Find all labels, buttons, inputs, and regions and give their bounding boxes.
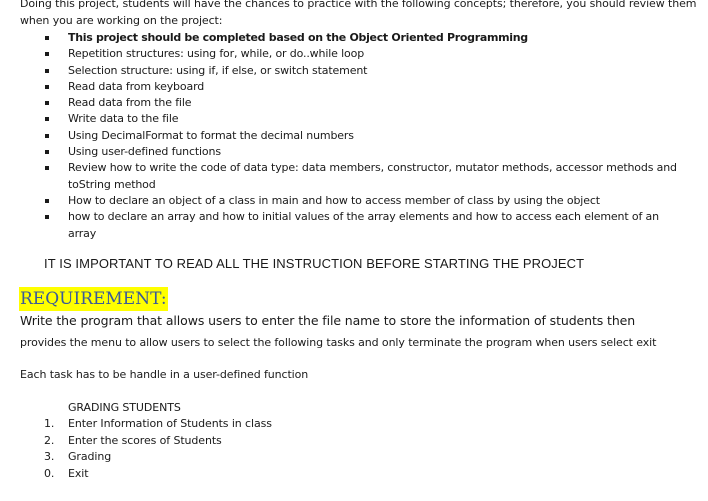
concept-item [0, 63, 708, 79]
menu-item-label: Exit [68, 466, 89, 480]
concept-item [0, 193, 708, 209]
concept-text: how to declare an array and how to initial values of the array elements and how to access each element of an array [68, 210, 659, 240]
requirement-heading: REQUIREMENT: [20, 289, 167, 309]
bullet-square-icon [45, 134, 49, 138]
menu-item [0, 449, 272, 466]
menu-list [0, 416, 272, 482]
concept-text: How to declare an object of a class in main and how to access member of class by using the object [68, 193, 600, 207]
menu-item-number: 0. [44, 466, 55, 480]
bullet-square-icon [45, 199, 49, 203]
concept-item [0, 209, 708, 242]
concept-text: Read data from the file [68, 96, 192, 110]
concept-item [0, 128, 708, 144]
concept-item [0, 144, 708, 160]
task-note: Each task has to be handle in a user-defined function [20, 368, 309, 381]
concept-item [0, 46, 708, 62]
menu-item [0, 466, 272, 483]
concept-item [0, 160, 708, 193]
bullet-square-icon [45, 215, 49, 219]
bullet-square-icon [45, 52, 49, 56]
bullet-square-icon [45, 150, 49, 154]
concept-text: Using DecimalFormat to format the decimal numbers [68, 128, 354, 142]
concept-item [0, 95, 708, 111]
bullet-square-icon [45, 101, 49, 105]
requirement-text-line-2: provides the menu to allow users to select the following tasks and only terminate the program when users select exit [20, 336, 657, 349]
menu-item-number: 3. [44, 450, 55, 463]
important-notice: IT IS IMPORTANT TO READ ALL THE INSTRUCTION BEFORE STARTING THE PROJECT [44, 256, 585, 271]
menu-item-number: 1. [44, 417, 55, 430]
concept-text: Read data from keyboard [68, 79, 205, 93]
concept-item [0, 30, 708, 46]
concepts-list [0, 30, 708, 242]
intro-paragraph: Doing this project, students will have the chances to practice with the following concepts; therefore, you should review them when you are working on the project: [20, 0, 697, 27]
concept-text: This project should be completed based on the Object Oriented Programming [68, 31, 528, 44]
menu-item-label: Grading [68, 450, 112, 463]
bullet-square-icon [45, 36, 49, 40]
bullet-square-icon [45, 117, 49, 121]
concept-item [0, 111, 708, 127]
requirement-text-line-1: Write the program that allows users to enter the file name to store the information of students then [20, 313, 636, 328]
menu-item-label: Enter Information of Students in class [68, 417, 272, 430]
menu-item-number: 2. [44, 433, 55, 447]
concept-text: Repetition structures: using for, while, or do..while loop [68, 47, 365, 61]
bullet-square-icon [45, 85, 49, 89]
bullet-square-icon [45, 166, 49, 170]
concept-text: Write data to the file [68, 112, 179, 126]
menu-item [0, 416, 272, 433]
menu-item [0, 433, 272, 450]
menu-title: GRADING STUDENTS [68, 401, 181, 414]
menu-item-label: Enter the scores of Students [68, 433, 222, 447]
concept-text: Using user-defined functions [68, 145, 221, 159]
bullet-square-icon [45, 69, 49, 73]
concept-item [0, 79, 708, 95]
concept-text: Selection structure: using if, if else, or switch statement [68, 63, 368, 77]
concept-text: Review how to write the code of data type: data members, constructor, mutator methods, accessor methods and toString method [68, 161, 677, 191]
